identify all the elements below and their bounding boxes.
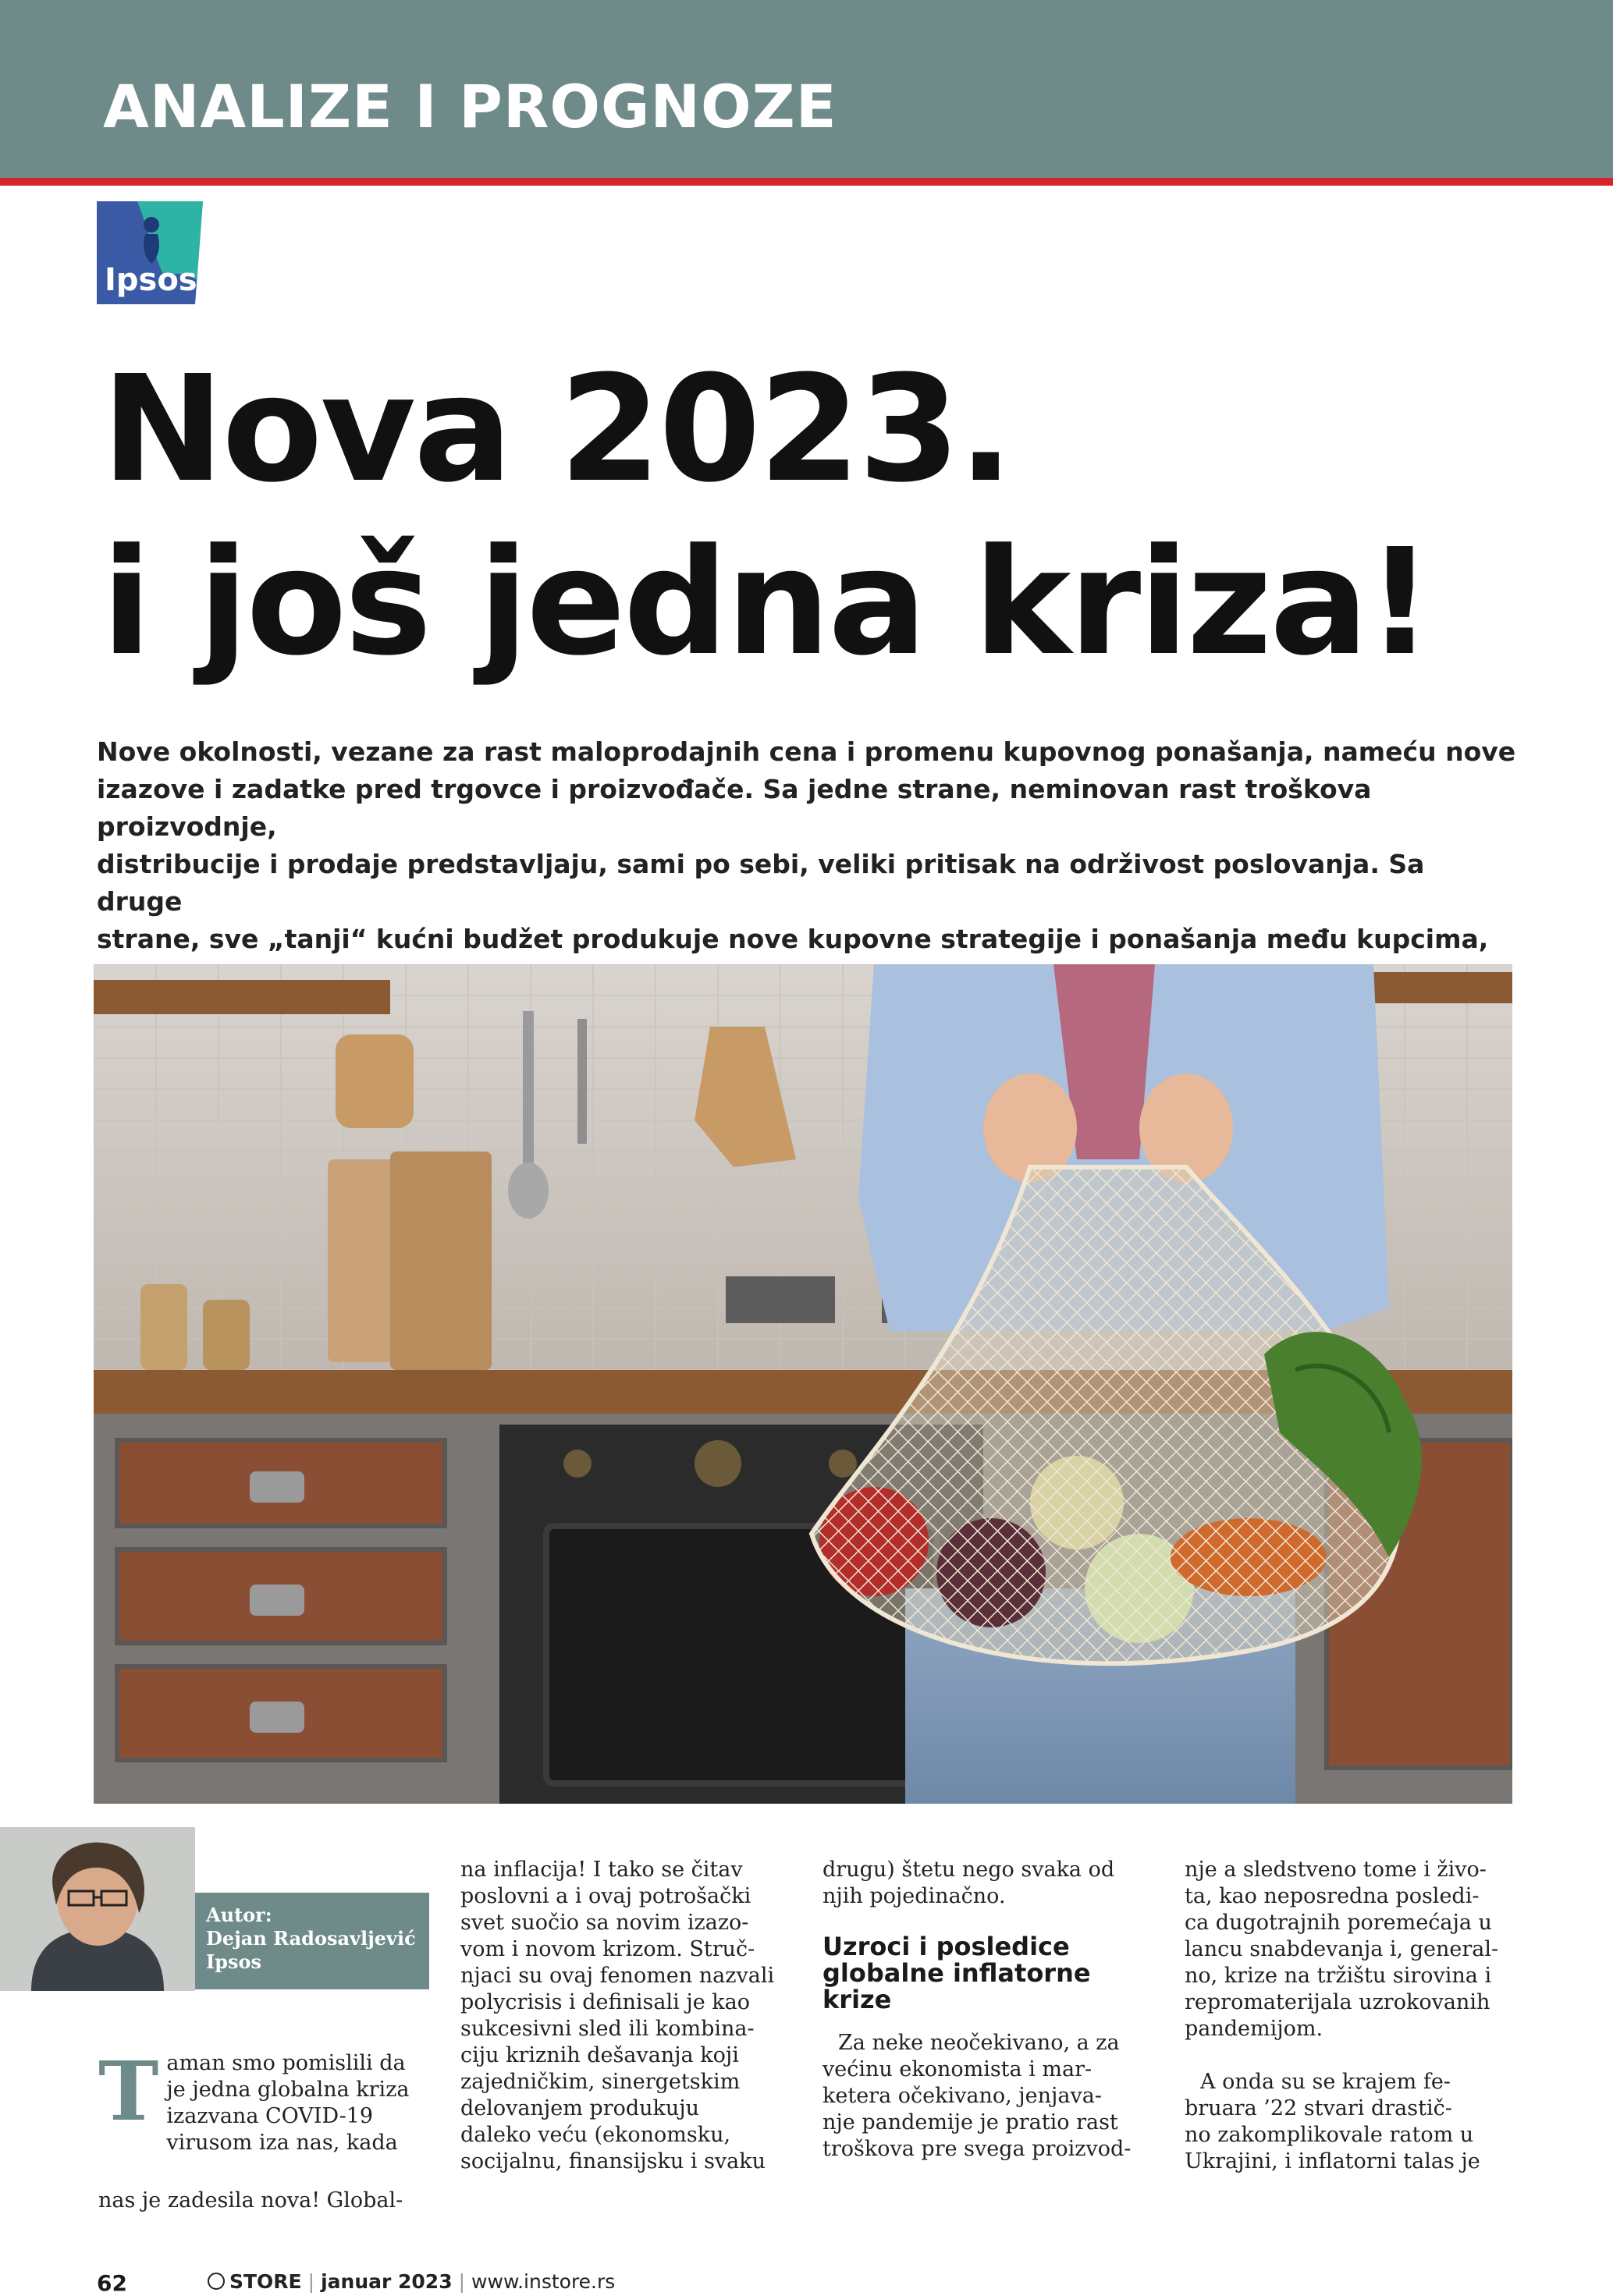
body-line: no, krize na tržištu sirovina i [1185,1964,1492,1988]
author-org: Ipsos [206,1950,262,1973]
column-3 [822,1857,1146,2163]
dropcap: T [98,2043,159,2139]
body-line: virusom iza nas, kada [166,2131,398,2155]
body-line: socijalnu, finansijsku i svaku [460,2149,766,2174]
subheading-line: krize [822,1985,892,2014]
lead-line: izazove i zadatke pred trgovce i proizvođače. Sa jedne strane, neminovan rast troškova proizvodnje, [97,774,1372,842]
column-4 [1185,1857,1508,2175]
body-line: zajedničkim, sinergetskim [460,2070,741,2094]
body-line: poslovni a i ovaj potrošački [460,1884,751,1908]
lead-line: strane, sve „tanji“ kućni budžet produkuje nove kupovne strategije i ponašanja među kupcima, [97,924,1489,954]
footer-brand-name: STORE [229,2270,302,2293]
body-line: bruara ’22 stvari drastič- [1185,2096,1452,2120]
subheading-line: globalne inflatorne [822,1958,1091,1988]
body-line: njaci su ovaj fenomen nazvali [460,1964,775,1988]
body-line: A onda su se krajem fe- [1200,2070,1451,2094]
body-line: većinu ekonomista i mar- [822,2057,1093,2081]
body-line: aman smo pomislili da [166,2051,406,2075]
footer-url[interactable]: www.instore.rs [471,2270,616,2293]
body-line: repromaterijala uzrokovanih [1185,1990,1490,2014]
lead-line: Nove okolnosti, vezane za rast maloprodajnih cena i promenu kupovnog ponašanja, nameću nove [97,736,1516,767]
body-line: na inflacija! I tako se čitav [460,1858,743,1882]
lead-line: distribucije i prodaje predstavljaju, sami po sebi, veliki pritisak na održivost poslovanja. Sa druge [97,849,1425,917]
footer-issue: januar 2023 [321,2270,453,2293]
paragraph-gap [1185,2042,1508,2069]
page-number: 62 [97,2270,127,2296]
body-line: nje a sledstveno tome i živo- [1185,1858,1487,1882]
body-line: lancu snabdevanja i, general- [1185,1937,1499,1961]
column-2 [460,1857,784,2175]
ipsos-logo [97,201,203,304]
subheading [822,1933,1146,2013]
body-line: je jedna globalna kriza [166,2078,410,2102]
section-title: ANALIZE I PROGNOZE [103,72,837,141]
body-line: ta, kao neposredna posledi- [1185,1884,1480,1908]
body-line: vom i novom krizom. Struč- [460,1937,755,1961]
body-line: nas je zadesila nova! Global- [98,2188,403,2213]
author-box [195,1893,429,1989]
body-line: svet suočio sa novim izazo- [460,1911,749,1935]
body-line: daleko veću (ekonomsku, [460,2123,731,2147]
headline-line-2: i još jedna kriza! [101,517,1431,688]
body-line: ketera očekivano, jenjava- [822,2084,1102,2108]
body-line: delovanjem produkuju [460,2096,700,2120]
body-line: no zakomplikovale ratom u [1185,2123,1474,2147]
footer-brand [208,2270,615,2293]
footer-separator: | [307,2270,315,2293]
author-name: Dejan Radosavljević [206,1927,416,1950]
header-red-rule [0,178,1613,186]
body-line: pandemijom. [1185,2017,1323,2041]
body-line: Za neke neočekivano, a za [838,2031,1120,2055]
logo-text: Ipsos [105,262,197,298]
body-line: nje pandemije je pratio rast [822,2110,1118,2135]
body-line: drugu) štetu nego svaka od [822,1858,1115,1882]
subheading-line: Uzroci i posledice [822,1932,1070,1961]
footer-separator: | [458,2270,466,2293]
headline [101,343,1530,690]
body-line: ciju kriznih dešavanja koji [460,2043,739,2067]
store-logo-icon [208,2273,225,2290]
headline-line-1: Nova 2023. [101,344,1012,515]
body-line: Ukrajini, i inflatorni talas je [1185,2149,1480,2174]
body-line: polycrisis i definisali je kao [460,1990,750,2014]
column-1 [98,2043,426,2214]
body-line: izazvana COVID-19 [166,2104,374,2128]
body-line: sukcesivni sled ili kombina- [460,2017,755,2041]
body-line: troškova pre svega proizvod- [822,2137,1132,2161]
author-label: Autor: [206,1904,272,1926]
body-line: ca dugotrajnih poremećaja u [1185,1911,1492,1935]
body-line: njih pojedinačno. [822,1884,1006,1908]
hero-photo [94,964,1512,1804]
author-photo [0,1827,195,1991]
